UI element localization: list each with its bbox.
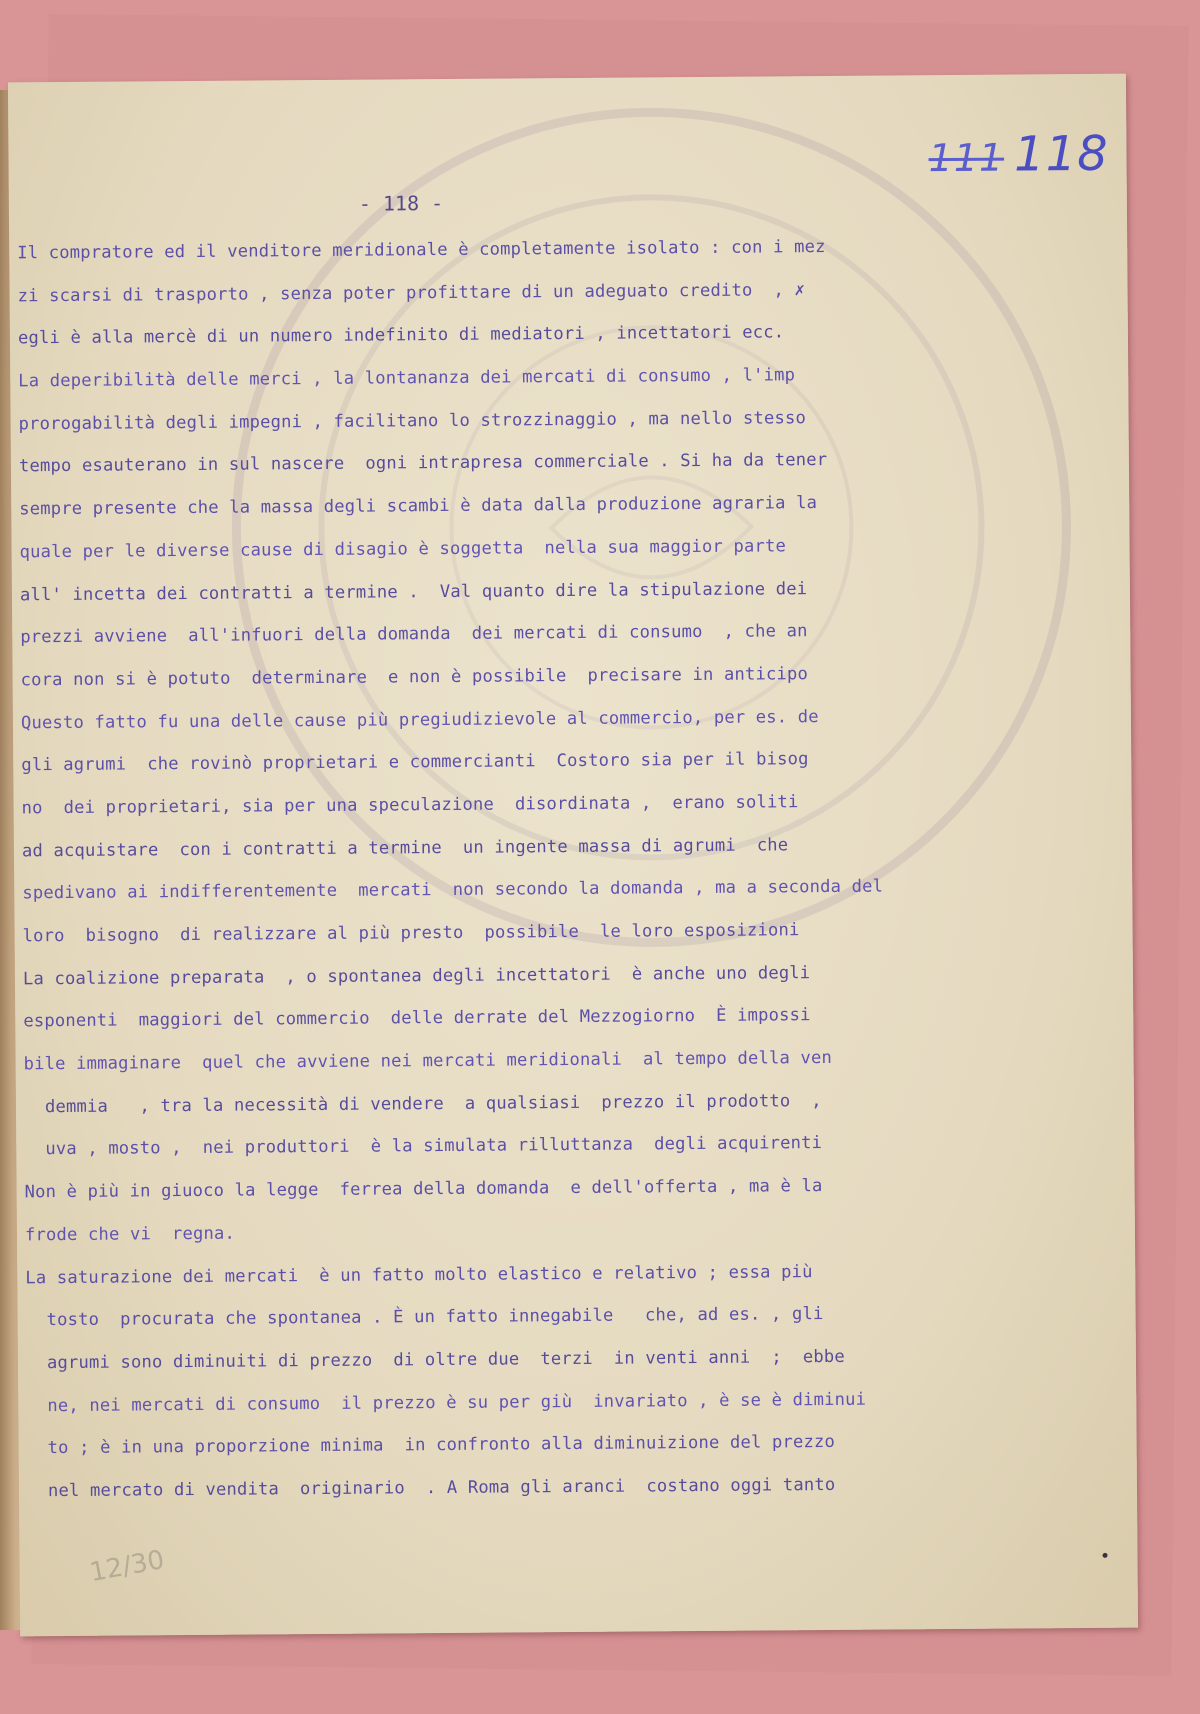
text-line: esponenti maggiori del commercio delle derrate del Mezzogiorno È impossi bbox=[23, 1005, 811, 1032]
text-line: Il compratore ed il venditore meridionale è completamente isolato : con i mez bbox=[17, 236, 826, 264]
text-line: bile immaginare quel che avviene nei mercati meridionali al tempo della ven bbox=[23, 1048, 833, 1075]
text-line: cora non si è potuto determinare e non è possibile precisare in anticipo bbox=[20, 664, 809, 691]
text-line: frode che vi regna. bbox=[24, 1223, 236, 1246]
text-line: tosto procurata che spontanea . È un fatto innegabile che, ad es. , gli bbox=[25, 1304, 824, 1331]
text-line: La saturazione dei mercati è un fatto molto elastico e relativo ; essa più bbox=[25, 1261, 813, 1288]
text-line: spedivano ai indifferentemente mercati non secondo la domanda , ma a seconda del bbox=[22, 876, 884, 904]
text-line: zi scarsi di trasporto , senza poter profittare di un adeguato credito , ✗ bbox=[17, 279, 805, 307]
page-number: - 118 - bbox=[358, 190, 444, 216]
text-line: Questo fatto fu una delle cause più pregiudizievole al commercio, per es. de bbox=[20, 706, 819, 733]
text-line: loro bisogno di realizzare al più presto possibile le loro esposizioni bbox=[22, 920, 800, 947]
typescript-body bbox=[17, 224, 1117, 1513]
archive-number-current: 118 bbox=[1013, 125, 1109, 183]
text-line: demmia , tra la necessità di vendere a qualsiasi prezzo il prodotto , bbox=[23, 1090, 822, 1118]
text-line: gli agrumi che rovinò proprietari e commercianti Costoro sia per il bisog bbox=[21, 749, 809, 776]
text-line: agrumi sono diminuiti di prezzo di oltre due terzi in venti anni ; ebbe bbox=[25, 1346, 845, 1374]
text-line: all' incetta dei contratti a termine . Val quanto dire la stipulazione dei bbox=[19, 578, 808, 605]
text-line: ad acquistare con i contratti a termine un ingente massa di agrumi che bbox=[21, 834, 789, 861]
pencil-note: 12/30 bbox=[87, 1544, 167, 1589]
text-line: egli è alla mercè di un numero indefinito di mediatori , incettatori ecc. bbox=[17, 322, 785, 349]
document-page bbox=[8, 74, 1138, 1637]
text-line: no dei proprietari, sia per una speculazione disordinata , erano soliti bbox=[21, 792, 799, 819]
text-line: ne, nei mercati di consumo il prezzo è su per giù invariato , è se è diminui bbox=[26, 1389, 867, 1416]
text-line: prorogabilità degli impegni , facilitano lo strozzinaggio , ma nello stesso bbox=[18, 407, 806, 435]
text-line: Non è più in giuoco la legge ferrea della domanda e dell'offerta , ma è la bbox=[24, 1176, 823, 1203]
text-line: La deperibilità delle merci , la lontananza dei mercati di consumo , l'imp bbox=[18, 365, 796, 392]
text-line: to ; è in una proporzione minima in confronto alla diminuizione del prezzo bbox=[26, 1432, 836, 1459]
ink-dot bbox=[1102, 1553, 1107, 1558]
text-line: nel mercato di vendita originario . A Roma gli aranci costano oggi tanto bbox=[26, 1474, 836, 1502]
text-line: La coalizione preparata , o spontanea degli incettatori è anche uno degli bbox=[22, 962, 811, 990]
archive-folio-number bbox=[928, 126, 1109, 183]
archive-number-struck: 111 bbox=[928, 135, 1005, 181]
text-line: uva , mosto , nei produttori è la simulata rilluttanza degli acquirenti bbox=[24, 1133, 823, 1160]
text-line: tempo esauterano in sul nascere ogni intrapresa commerciale . Si ha da tener bbox=[18, 450, 828, 477]
text-line: prezzi avviene all'infuori della domanda dei mercati di consumo , che an bbox=[20, 621, 808, 648]
text-line: quale per le diverse cause di disagio è soggetta nella sua maggior parte bbox=[19, 536, 787, 563]
text-line: sempre presente che la massa degli scambi è data dalla produzione agraria la bbox=[19, 493, 818, 520]
